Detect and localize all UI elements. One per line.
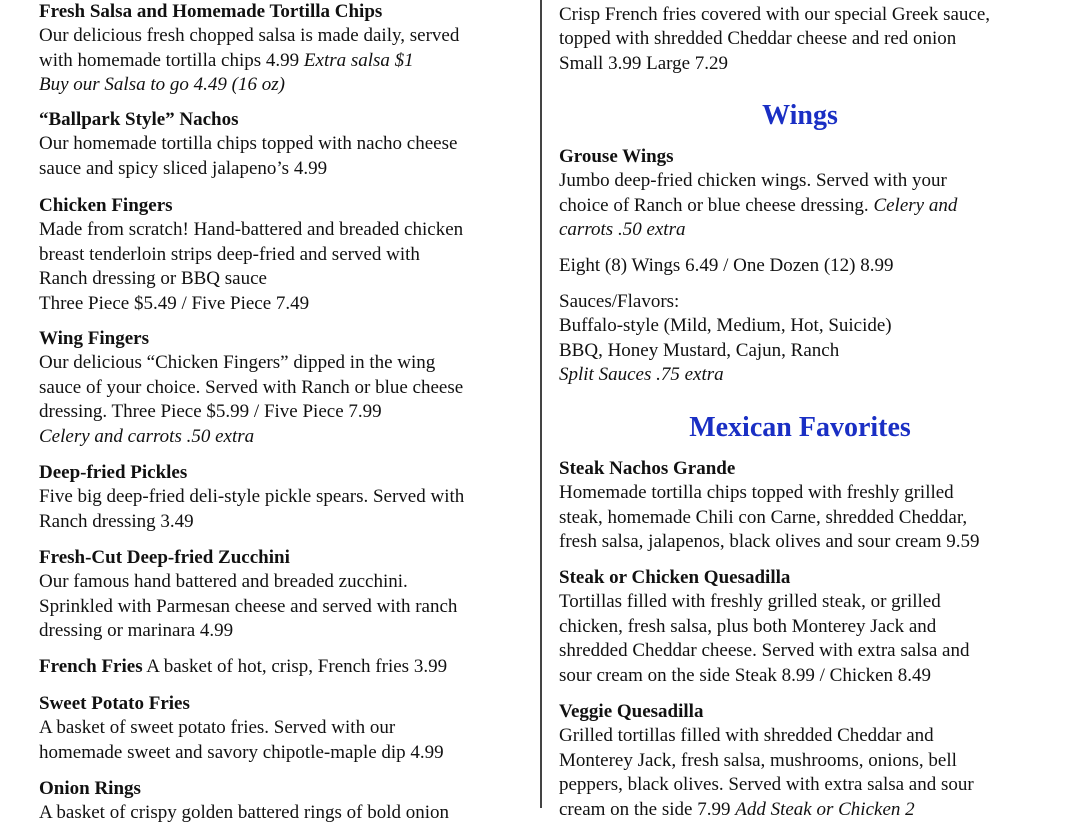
item-desc: Ranch dressing or BBQ sauce — [39, 268, 267, 290]
item-desc: chicken, fresh salsa, plus both Monterey Jack and — [559, 615, 937, 637]
item-desc: A basket of sweet potato fries. Served with our — [39, 717, 396, 739]
item-desc: sauce of your choice. Served with Ranch or blue cheese — [39, 376, 464, 398]
menu-item-grouse-wings — [559, 145, 1059, 243]
item-desc: Five big deep-fried deli-style pickle spears. Served with — [39, 486, 465, 508]
item-desc: A basket of crispy golden battered rings of bold onion — [39, 802, 450, 824]
item-desc: topped with shredded Cheddar cheese and red onion — [559, 28, 957, 50]
menu-item-greek-fries — [559, 3, 1059, 76]
section-heading-wings: Wings — [762, 100, 838, 131]
item-name: Fresh-Cut Deep-fried Zucchini — [39, 547, 290, 568]
item-desc: sauce and spicy sliced jalapeno’s 4.99 — [39, 157, 328, 179]
item-name: Deep-fried Pickles — [39, 462, 188, 483]
item-desc: Monterey Jack, fresh salsa, mushrooms, onions, bell — [559, 749, 957, 771]
item-desc: Jumbo deep-fried chicken wings. Served with your — [559, 170, 947, 192]
item-price-line: sour cream on the side Steak 8.99 / Chicken 8.49 — [559, 664, 932, 686]
wings-price-line: Eight (8) Wings 6.49 / One Dozen (12) 8.99 — [559, 255, 894, 276]
item-desc: Our delicious fresh chopped salsa is made daily, served — [39, 25, 460, 47]
item-name: Wing Fingers — [39, 328, 149, 349]
section-heading-mexican: Mexican Favorites — [689, 412, 911, 443]
item-name: Veggie Quesadilla — [559, 701, 704, 722]
item-desc: Sprinkled with Parmesan cheese and served with ranch — [39, 595, 458, 617]
item-desc: Our delicious “Chicken Fingers” dipped in the wing — [39, 352, 436, 374]
menu-item-steak-nachos — [559, 457, 1059, 555]
item-desc: steak, homemade Chili con Carne, shredded Cheddar, — [559, 506, 968, 528]
item-desc: shredded Cheddar cheese. Served with extra salsa and — [559, 640, 970, 662]
menu-item-wing-fingers — [39, 327, 529, 449]
item-desc: dressing or marinara 4.99 — [39, 620, 234, 642]
sauces-label: Sauces/Flavors: — [559, 291, 680, 312]
item-desc: Homemade tortilla chips topped with freshly grilled — [559, 482, 954, 504]
item-desc: Tortillas filled with freshly grilled steak, or grilled — [559, 591, 941, 613]
menu-item-salsa-chips — [39, 0, 529, 98]
menu-item-deep-fried-pickles — [39, 461, 529, 534]
menu-item-french-fries — [39, 655, 529, 679]
item-note: Buy our Salsa to go 4.49 (16 oz) — [39, 74, 285, 96]
sauces-list: Buffalo-style (Mild, Medium, Hot, Suicide) — [559, 315, 892, 337]
item-desc: A basket of hot, crisp, French fries 3.99 — [142, 656, 448, 677]
item-note: carrots .50 extra — [559, 219, 686, 241]
item-desc: Our famous hand battered and breaded zucchini. — [39, 571, 408, 593]
item-name: Steak Nachos Grande — [559, 458, 736, 479]
item-desc: peppers, black olives. Served with extra salsa and sour — [559, 774, 974, 796]
menu-item-quesadilla — [559, 566, 1059, 688]
column-divider — [540, 0, 542, 808]
item-desc: breast tenderloin strips deep-fried and served with — [39, 243, 420, 265]
item-desc: Ranch dressing 3.49 — [39, 510, 194, 532]
item-desc: fresh salsa, jalapenos, black olives and sour cream 9.59 — [559, 531, 980, 553]
item-desc: Our homemade tortilla chips topped with nacho cheese — [39, 133, 458, 155]
item-name: Chicken Fingers — [39, 195, 173, 216]
item-name: Fresh Salsa and Homemade Tortilla Chips — [39, 1, 383, 22]
wings-sauces — [559, 290, 1059, 388]
item-name: Steak or Chicken Quesadilla — [559, 567, 791, 588]
item-name: Grouse Wings — [559, 146, 674, 167]
item-desc: Made from scratch! Hand-battered and breaded chicken — [39, 219, 464, 241]
menu-item-onion-rings — [39, 777, 529, 826]
item-price-line: Three Piece $5.49 / Five Piece 7.49 — [39, 292, 310, 314]
item-name: Sweet Potato Fries — [39, 693, 190, 714]
item-price-line: Small 3.99 Large 7.29 — [559, 52, 729, 74]
menu-item-zucchini — [39, 546, 529, 644]
menu-item-ballpark-nachos — [39, 108, 529, 181]
menu-item-veggie-quesadilla — [559, 700, 1059, 822]
item-desc: Crisp French fries covered with our special Greek sauce, — [559, 4, 991, 25]
item-name: French Fries — [39, 656, 143, 677]
item-desc: homemade sweet and savory chipotle-maple dip 4.99 — [39, 741, 444, 763]
item-name: “Ballpark Style” Nachos — [39, 109, 239, 130]
menu-item-chicken-fingers — [39, 194, 529, 316]
item-name: Onion Rings — [39, 778, 141, 799]
item-price-line: cream on the side 7.99 Add Steak or Chicken 2 — [559, 798, 915, 820]
item-note: Celery and carrots .50 extra — [39, 425, 255, 447]
item-desc: Grilled tortillas filled with shredded Cheddar and — [559, 725, 934, 747]
sauces-list: BBQ, Honey Mustard, Cajun, Ranch — [559, 339, 840, 361]
item-desc: choice of Ranch or blue cheese dressing. Celery and — [559, 194, 958, 216]
item-price-line: dressing. Three Piece $5.99 / Five Piece 7.99 — [39, 401, 382, 423]
item-note: Split Sauces .75 extra — [559, 364, 724, 386]
item-price-line: with homemade tortilla chips 4.99 Extra salsa $1 — [39, 49, 414, 71]
menu-item-sweet-potato-fries — [39, 692, 529, 765]
